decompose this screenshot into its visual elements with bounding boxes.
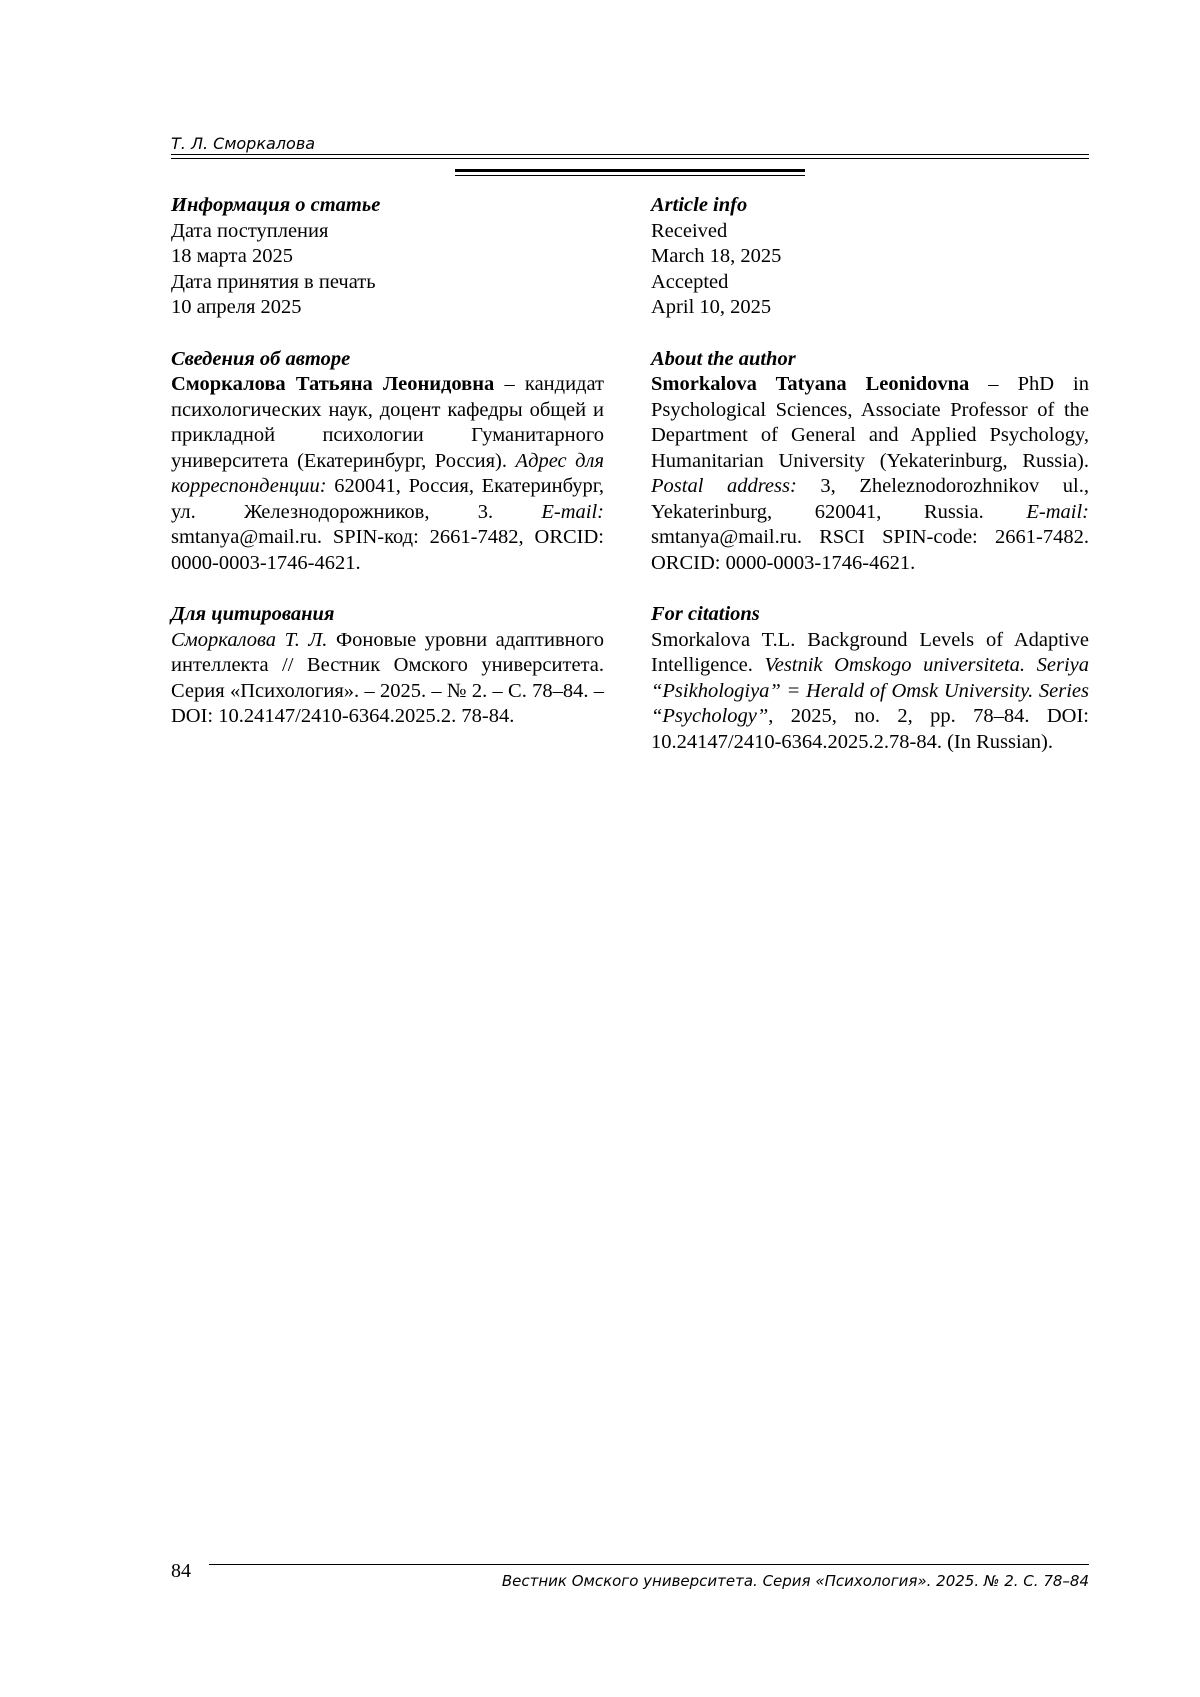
ru-citation-paragraph xyxy=(171,628,604,730)
en-article-info-heading: Article info xyxy=(651,194,748,216)
en-address: 3, Zheleznodorozhnikov ul., Yekaterinburg, 620041, Russia. xyxy=(651,475,1089,523)
en-author-heading: About the author xyxy=(651,347,796,370)
ru-citation-author: Сморкалова Т. Л. xyxy=(171,628,328,651)
header-rule-second xyxy=(171,158,1089,159)
ru-author-description: – кандидат психологических наук, доцент кафедры общей и прикладной психологии Гуманитарного университета (Екатеринбург, Россия). xyxy=(171,373,605,472)
ru-article-info-heading: Информация о статье xyxy=(171,194,381,216)
ru-author-paragraph xyxy=(171,372,604,576)
english-column xyxy=(651,193,1089,781)
en-citation-section xyxy=(651,602,1089,755)
en-article-info xyxy=(651,193,1089,321)
ru-article-info xyxy=(171,193,604,321)
en-author-section xyxy=(651,347,1089,577)
en-author-name: Smorkalova Tatyana Leonidovna xyxy=(651,373,970,395)
en-citation-heading: For citations xyxy=(651,603,760,625)
en-author-paragraph xyxy=(651,372,1089,576)
ru-email-label: E-mail: xyxy=(541,500,604,523)
en-email-label: E-mail: xyxy=(1026,500,1089,523)
center-rule-thick xyxy=(455,169,805,172)
running-head: Т. Л. Сморкалова xyxy=(171,134,316,153)
en-accepted-date: April 10, 2025 xyxy=(651,296,772,318)
ru-author-section xyxy=(171,347,604,577)
ru-address-label: Адрес для корреспонденции: xyxy=(171,449,604,497)
ru-accepted-label: Дата принятия в печать xyxy=(171,270,376,293)
ru-citation-text: Фоновые уровни адаптивного интеллекта // Вестник Омского университета. Серия «Психология». – 2025. – № 2. – С. 78–84. – DOI: 10.24147/2410-6364.2025.2. 78-84. xyxy=(171,628,604,727)
header-rule xyxy=(171,154,1089,155)
footer-journal-title: Вестник Омского университета. Серия «Психология». 2025. № 2. С. 78–84 xyxy=(501,1572,1089,1590)
en-email-and-ids: smtanya@mail.ru. RSCI SPIN-code: 2661-7482. ORCID: 0000-0003-1746-4621. xyxy=(651,526,1089,574)
en-citation-text-after: , 2025, no. 2, pp. 78–84. DOI: 10.24147/2410-6364.2025.2.78-84. (In Russian). xyxy=(651,705,1089,753)
footer-rule xyxy=(209,1564,1089,1565)
en-received-date: March 18, 2025 xyxy=(651,245,782,267)
russian-column xyxy=(171,193,604,756)
ru-address: 620041, Россия, Екатеринбург, ул. Железнодорожников, 3. xyxy=(171,475,604,523)
ru-citation-heading: Для цитирования xyxy=(171,603,335,625)
ru-citation-section xyxy=(171,602,604,730)
en-citation-journal: Vestnik Omskogo universiteta. Seriya “Psikhologiya” = Herald of Omsk University. Series “Psychology” xyxy=(651,654,1089,727)
ru-accepted-date: 10 апреля 2025 xyxy=(171,296,302,318)
en-address-label: Postal address: xyxy=(651,475,797,497)
center-rule-thin xyxy=(455,175,805,176)
ru-author-heading: Сведения об авторе xyxy=(171,347,351,370)
ru-received-label: Дата поступления xyxy=(171,219,329,242)
en-citation-text-before: Smorkalova T.L. Background Levels of Adaptive Intelligence. xyxy=(651,628,1089,676)
en-author-description: – PhD in Psychological Sciences, Associate Professor of the Department of General and Applied Psychology, Humanitarian University (Yekaterinburg, Russia). xyxy=(651,373,1089,472)
page-number: 84 xyxy=(171,1560,191,1582)
ru-author-name: Сморкалова Татьяна Леонидовна xyxy=(171,373,495,395)
en-citation-paragraph xyxy=(651,628,1089,756)
en-received-label: Received xyxy=(651,219,728,242)
en-accepted-label: Accepted xyxy=(651,270,729,293)
ru-email-and-ids: smtanya@mail.ru. SPIN-код: 2661-7482, ORCID: 0000-0003-1746-4621. xyxy=(171,526,604,574)
ru-received-date: 18 марта 2025 xyxy=(171,245,293,267)
